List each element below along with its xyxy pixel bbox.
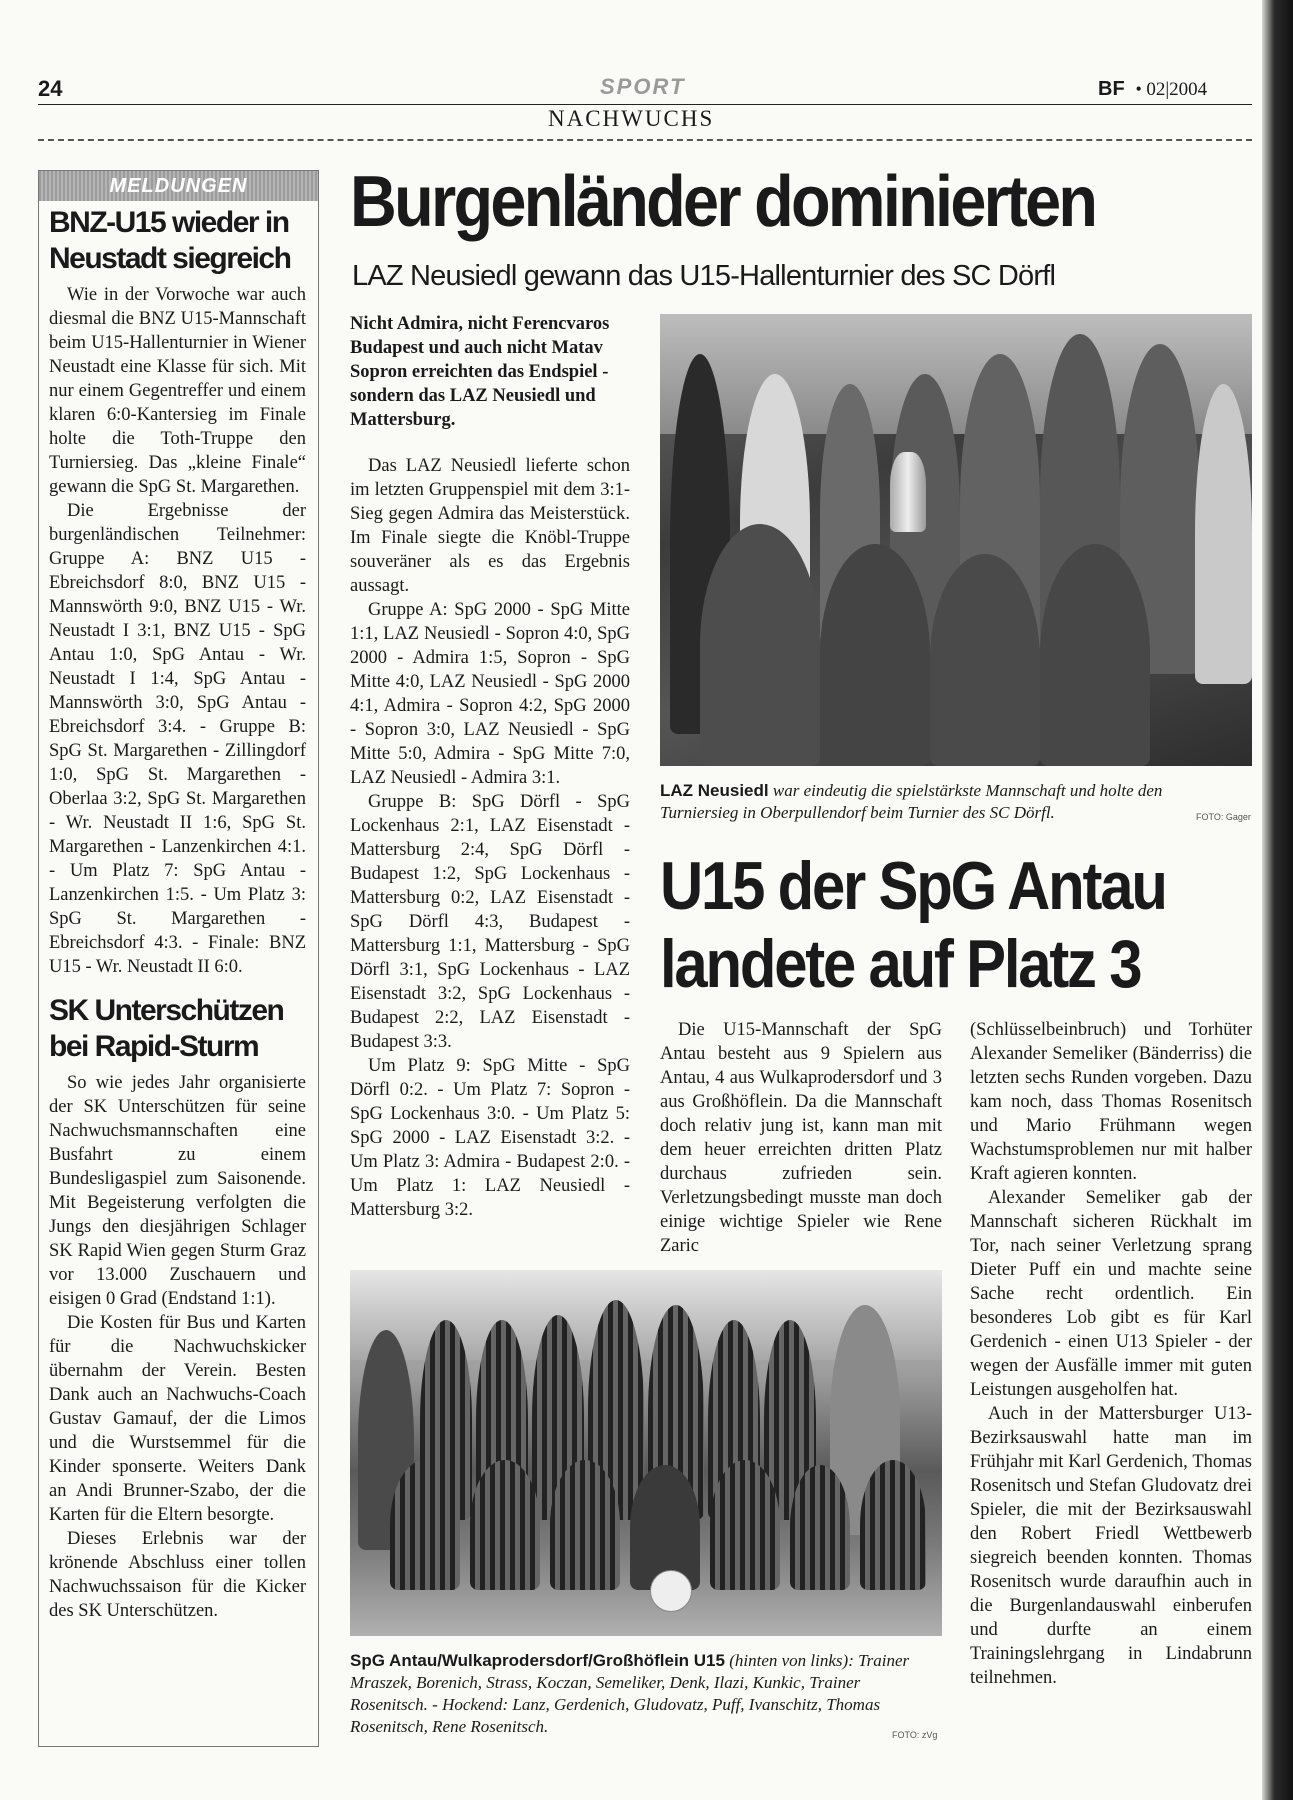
story1-body [39, 277, 316, 979]
photo-figure [1195, 384, 1252, 684]
main-headline: Burgenländer dominierten [350, 162, 1096, 242]
photo-figure [710, 1460, 780, 1590]
photo-figure [790, 1465, 850, 1590]
story3-headline-line2: landete auf Platz 3 [660, 926, 1141, 1002]
main-paragraph: Gruppe B: SpG Dörfl - SpG Lockenhaus 2:1, LAZ Eisenstadt - Mattersburg 2:4, SpG Dörfl - Budapest 1:2, SpG Lockenhaus - Mattersburg 0:2, LAZ Eisenstadt - SpG Dörfl 4:3, Budapest - Mattersburg 1:1, Mattersburg - SpG Dörfl 3:1, SpG Lockenhaus - LAZ Eisenstadt 3:2, SpG Lockenhaus - Budapest 2:2, LAZ Eisenstadt - Budapest 3:3. [350, 792, 630, 1052]
story3-paragraph: Die U15-Mannschaft der SpG Antau besteht aus 9 Spielern aus Antau, 4 aus Wulkaprodersdorf und 3 aus Großhöflein. Da die Mannschaft doch relativ jung ist, kann man mit dem heuer erreichten dritten Platz durchaus zufrieden sein. Verletzungsbedingt musste man doch einige wichtige Spieler wie Rene Zaric [660, 1020, 942, 1256]
photo-figure [700, 524, 820, 766]
header-dashed-rule [38, 139, 1252, 141]
brand-dot: • [1131, 79, 1147, 99]
story2-headline-text: SK Unterschützen bei Rapid-Sturm [49, 994, 284, 1063]
story3-headline-line1: U15 der SpG Antau [660, 848, 1166, 924]
photo-figure [390, 1460, 460, 1590]
sidebar-label-bar [39, 171, 318, 201]
main-story-column [350, 312, 630, 1222]
football [650, 1570, 692, 1612]
photo1-caption [660, 780, 1220, 824]
story2-paragraph: Die Kosten für Bus und Karten für die Nachwuchskicker übernahm der Verein. Besten Dank auch an Nachwuchs-Coach Gustav Gamauf, der die Limos und die Wurstsemmel für die Kinder sponserte. Weiters Dank an Andi Brunner-Szabo, der die Karten für die Eltern besorgte. [49, 1313, 306, 1525]
section-label: SPORT [600, 74, 686, 99]
story3-paragraph: Auch in der Mattersburger U13-Bezirksauswahl hatte man im Frühjahr mit Karl Gerdenich, Thomas Rosenitsch und Stefan Gludovatz drei Spieler, die mit der Bezirksauswahl den Robert Friedl Wettbewerb siegreich beenden konnten. Thomas Rosenitsch wurde daraufhin auch in die Burgenlandauswahl einberufen und durfte an einem Trainingslehrgang in Lindabrunn teilnehmen. [970, 1404, 1252, 1688]
photo1-caption-bold: LAZ Neusiedl [660, 781, 769, 800]
page-number: 24 [38, 76, 63, 101]
photo-figure [860, 1460, 926, 1590]
main-paragraph: Um Platz 9: SpG Mitte - SpG Dörfl 0:2. - Um Platz 7: Sopron - SpG Lockenhaus 3:0. - Um Platz 5: SpG 2000 - LAZ Eisenstadt 3:2. - Um Platz 3: Admira - Budapest 2:0. - Um Platz 1: LAZ Neusiedl - Mattersburg 3:2. [350, 1056, 630, 1220]
story1-paragraph: Wie in der Vorwoche war auch diesmal die BNZ U15-Mannschaft beim U15-Hallenturnier in Wiener Neustadt eine Klasse für sich. Mit nur einem Gegentreffer und einem klaren 6:0-Kantersieg im Finale holte die Toth-Truppe den Turniersieg. Das „kleine Finale“ gewann die SpG St. Margarethen. [49, 285, 306, 497]
photo1-caption-text: war eindeutig die spielstärkste Mannschaft und holte den Turniersieg in Oberpullendorf beim Turnier des SC Dörfl. [660, 781, 1163, 822]
photo-figure [550, 1460, 620, 1590]
main-subheadline: LAZ Neusiedl gewann das U15-Hallenturnier des SC Dörfl [352, 260, 1056, 292]
photo-figure [470, 1460, 540, 1590]
story2-headline [39, 979, 318, 1065]
story3-paragraph: Alexander Semeliker gab der Mannschaft sicheren Rückhalt im Tor, nach seiner Verletzung sprang Dieter Puff ein und machte seine Sache recht ordentlich. Ein besonderes Lob gibt es für Karl Gerdenich - einen U13 Spieler - der wegen der Ausfälle immer mit guten Leistungen ausgeholfen hat. [970, 1188, 1252, 1400]
photo-spg-antau-team [350, 1270, 942, 1636]
story2-paragraph: Dieses Erlebnis war der krönende Abschluss einer tollen Nachwuchssaison für die Kicker des SK Unterschützen. [49, 1529, 306, 1621]
photo2-caption-bold: SpG Antau/Wulkaprodersdorf/Großhöflein U15 [350, 1651, 725, 1670]
trophy [890, 452, 926, 532]
photo2-caption [350, 1650, 942, 1738]
story1-headline-text: BNZ-U15 wieder in Neustadt siegreich [49, 206, 291, 275]
subsection-label: NACHWUCHS [548, 106, 715, 131]
story3-paragraph: (Schlüsselbeinbruch) und Torhüter Alexander Semeliker (Bänderriss) die letzten sechs Runden vorgeben. Dazu kam noch, dass Thomas Rosenitsch und Mario Frühmann wegen Wachstumsproblemen nur mit halber Kraft agieren konnten. [970, 1020, 1252, 1184]
main-paragraph: Gruppe A: SpG 2000 - SpG Mitte 1:1, LAZ Neusiedl - Sopron 4:0, SpG 2000 - Admira 1:5, Sopron - SpG Mitte 4:0, LAZ Neusiedl - SpG 2000 4:1, Admira - Sopron 4:2, SpG 2000 - Sopron 3:0, LAZ Neusiedl - SpG Mitte 5:0, Admira - SpG Mitte 7:0, LAZ Neusiedl - Admira 3:1. [350, 600, 630, 788]
story2-paragraph: So wie jedes Jahr organisierte der SK Unterschützen für seine Nachwuchsmannschaften eine Busfahrt zu einem Bundesligaspiel zum Saisonende. Mit Begeisterung verfolgten die Jungs den diesjährigen Schlager SK Rapid Wien gegen Sturm Graz vor 13.000 Zuschauern und eisigen 0 Grad (Endstand 1:1). [49, 1073, 306, 1309]
page-edge [1262, 0, 1293, 1800]
sidebar-label: MELDUNGEN [109, 175, 248, 197]
photo1-credit: FOTO: Gager [1196, 812, 1251, 822]
story3-column-2 [970, 1018, 1252, 1690]
photo2-caption-text: (hinten von links): Trainer Mraszek, Borenich, Strass, Koczan, Semeliker, Denk, Ilazi, Kunkic, Trainer Rosenitsch. - Hockend: Lanz, Gerdenich, Gludovatz, Puff, Ivanschitz, Thomas Rosenitsch, Rene Rosenitsch. [350, 1651, 910, 1736]
main-lead: Nicht Admira, nicht Ferencvaros Budapest und auch nicht Matav Sopron erreichten das Endspiel - sondern das LAZ Neusiedl und Mattersburg. [350, 314, 610, 430]
story1-paragraph: Die Ergebnisse der burgenländischen Teilnehmer: Gruppe A: BNZ U15 - Ebreichsdorf 8:0, BNZ U15 - Mannswörth 9:0, BNZ U15 - Wr. Neustadt I 3:1, BNZ U15 - SpG Antau 1:0, SpG Antau - Wr. Neustadt I 1:4, SpG Antau - Mannswörth 3:0, SpG Antau - Ebreichsdorf 3:4. - Gruppe B: SpG St. Margarethen - Zillingdorf 1:0, SpG St. Margarethen - Oberlaa 3:2, SpG St. Margarethen - Wr. Neustadt II 1:6, SpG St. Margarethen - Lanzenkirchen 4:1. - Um Platz 7: SpG Antau - Lanzenkirchen 1:5. - Um Platz 3: SpG St. Margarethen - Ebreichsdorf 4:3. - Finale: BNZ U15 - Wr. Neustadt II 6:0. [49, 501, 306, 977]
photo-laz-neusiedl-team [660, 314, 1252, 766]
issue-number: 02|2004 [1146, 79, 1208, 100]
header-rule [38, 104, 1252, 105]
story1-headline [39, 201, 318, 277]
photo-figure [820, 544, 930, 766]
photo2-credit: FOTO: zVg [892, 1730, 938, 1740]
main-paragraph: Das LAZ Neusiedl lieferte schon im letzten Gruppenspiel mit dem 3:1-Sieg gegen Admira das Meisterstück. Im Finale siegte die Knöbl-Truppe souveräner als es das Ergebnis aussagt. [350, 456, 630, 596]
photo-figure [930, 554, 1040, 766]
photo-figure [1040, 544, 1150, 766]
story2-body [39, 1065, 316, 1623]
sidebar [38, 170, 319, 1747]
story3-column-1 [660, 1018, 942, 1258]
header-brand [1098, 76, 1207, 101]
brand-name: BF [1098, 78, 1125, 100]
